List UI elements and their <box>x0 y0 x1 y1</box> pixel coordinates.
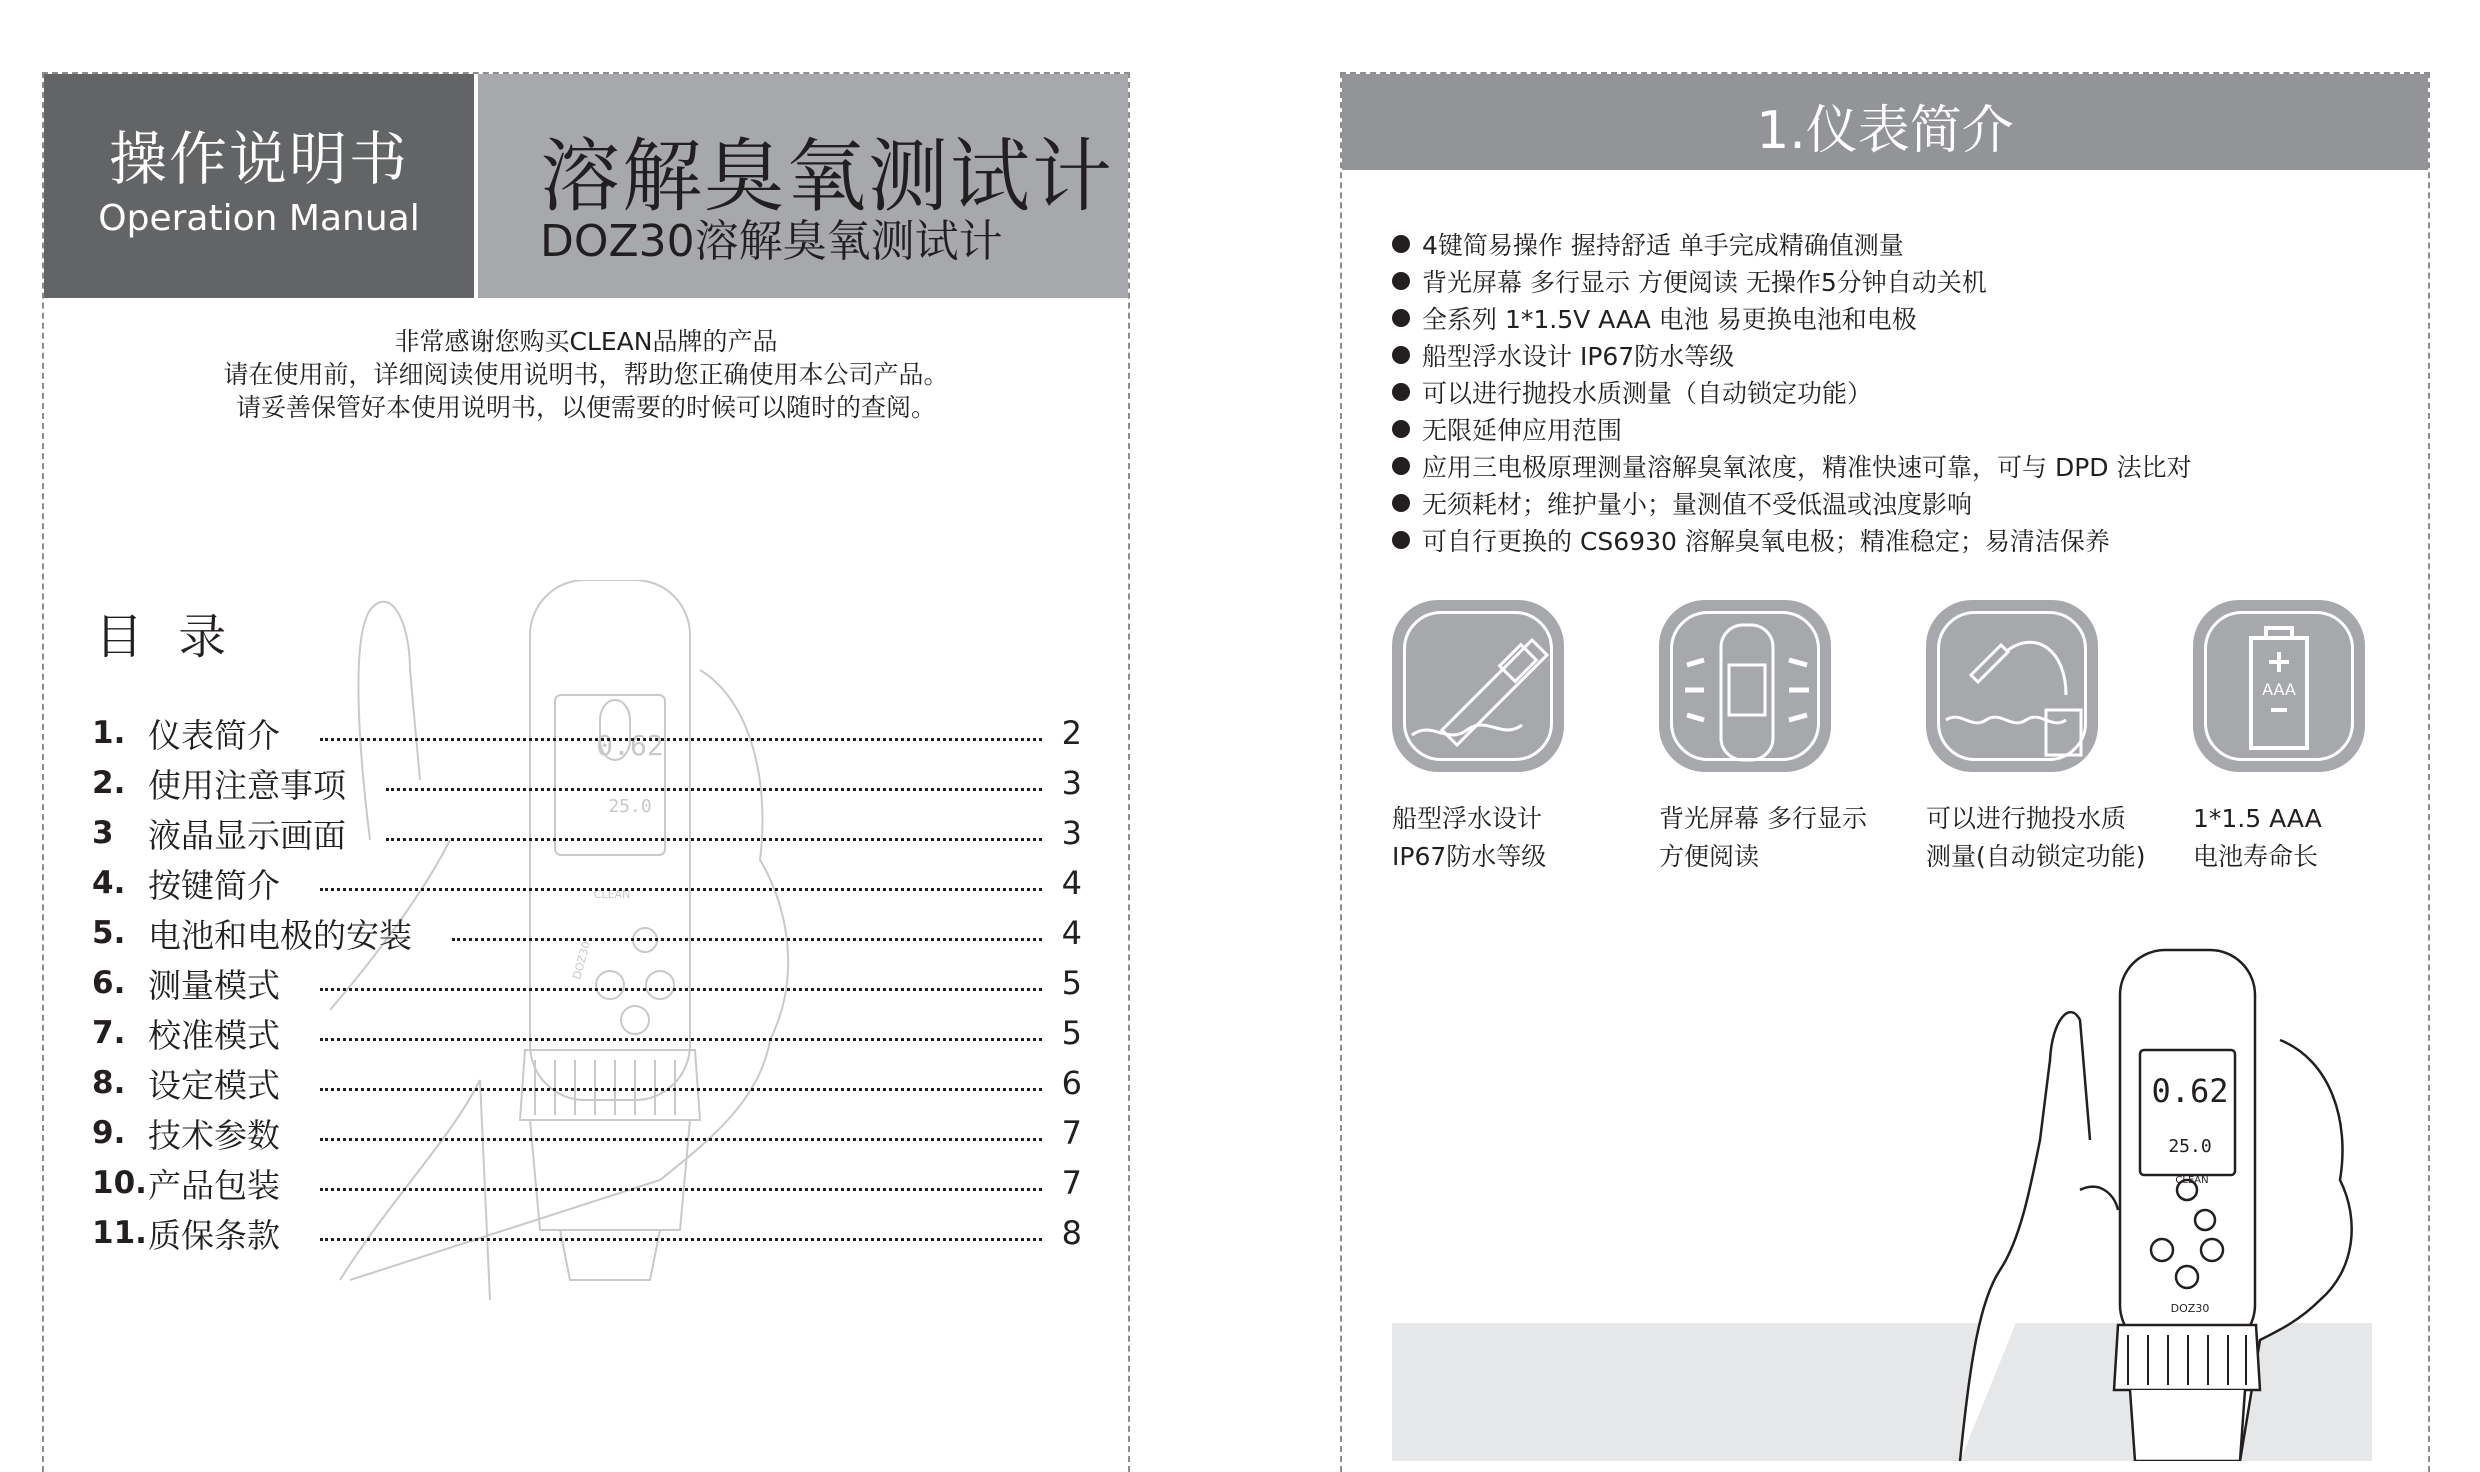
toc-item[interactable] <box>92 1211 1082 1255</box>
toc-label: 技术参数 <box>148 1115 280 1155</box>
toc-number: 9. <box>92 1115 126 1151</box>
bullet-icon <box>1392 272 1410 290</box>
toc-page: 8 <box>1061 1214 1082 1252</box>
toc-number: 1. <box>92 715 126 751</box>
toc-number: 3 <box>92 815 114 851</box>
icon-caption: 1*1.5 AAA 电池寿命长 <box>2193 804 2322 871</box>
toc-number: 8. <box>92 1065 126 1101</box>
device-main-reading: 0.62 <box>2151 1072 2229 1110</box>
device-model: DOZ30 <box>570 940 593 981</box>
device-temp-reading: 25.0 <box>2168 1136 2212 1157</box>
device-brand: CLEAN <box>2175 1175 2209 1186</box>
toc-page: 5 <box>1061 964 1082 1002</box>
feature-text: 可以进行抛投水质测量（自动锁定功能） <box>1422 378 1873 408</box>
toc-label: 电池和电极的安装 <box>148 915 412 955</box>
thanks-line-2: 请在使用前，详细阅读使用说明书，帮助您正确使用本公司产品。 <box>223 360 949 389</box>
toc-leader <box>320 888 1042 891</box>
toc-page: 2 <box>1061 714 1082 752</box>
toc-leader <box>320 738 1042 741</box>
toc-number: 2. <box>92 765 126 801</box>
section-title: 1.仪表简介 <box>1756 101 2014 161</box>
toc-label: 测量模式 <box>148 965 280 1005</box>
manual-title-en: Operation Manual <box>98 198 420 239</box>
icon-caption: 背光屏幕 多行显示 方便阅读 <box>1659 804 1867 871</box>
toc-label: 产品包装 <box>148 1165 280 1205</box>
toc-page: 7 <box>1061 1164 1082 1202</box>
toc-item[interactable] <box>92 861 1082 905</box>
bullet-icon <box>1392 383 1410 401</box>
feature-item <box>1392 299 1917 336</box>
toc-leader <box>452 938 1042 941</box>
backlit-screen-icon <box>1659 600 1831 772</box>
toc-page: 6 <box>1061 1064 1082 1102</box>
bullet-icon <box>1392 346 1410 364</box>
toc-page: 5 <box>1061 1014 1082 1052</box>
toc-number: 10. <box>92 1165 147 1201</box>
toc-page: 3 <box>1061 814 1082 852</box>
toc-leader <box>320 1188 1042 1191</box>
manual-title-cn: 操作说明书 <box>108 125 409 193</box>
feature-text: 背光屏幕 多行显示 方便阅读 无操作5分钟自动关机 <box>1422 267 1987 297</box>
feature-item <box>1392 484 1972 521</box>
toc-leader <box>386 788 1042 791</box>
toc-number: 5. <box>92 915 126 951</box>
icon-caption: 船型浮水设计 IP67防水等级 <box>1392 804 1547 871</box>
toc-item[interactable] <box>92 811 1082 855</box>
battery-aaa-icon <box>2193 600 2365 772</box>
feature-text: 无限延伸应用范围 <box>1422 415 1623 445</box>
toc-item[interactable] <box>92 761 1082 805</box>
toc-title: 目 录 <box>95 609 237 665</box>
bullet-icon <box>1392 457 1410 475</box>
toc-item[interactable] <box>92 1061 1082 1105</box>
product-title: 溶解臭氧测试计 <box>540 130 1114 223</box>
toc-leader <box>320 1088 1042 1091</box>
bullet-icon <box>1392 420 1410 438</box>
product-subtitle: DOZ30溶解臭氧测试计 <box>540 216 1003 267</box>
thanks-line-3: 请妥善保管好本使用说明书，以便需要的时候可以随时的查阅。 <box>235 393 936 422</box>
device-temp-reading: 25.0 <box>608 796 652 817</box>
feature-text: 船型浮水设计 IP67防水等级 <box>1422 341 1735 371</box>
bullet-icon <box>1392 494 1410 512</box>
toc-item[interactable] <box>92 1011 1082 1055</box>
toc-leader <box>320 1238 1042 1241</box>
icon-caption: 可以进行抛投水质 测量(自动锁定功能) <box>1926 804 2146 871</box>
feature-text: 全系列 1*1.5V AAA 电池 易更换电池和电极 <box>1422 304 1917 334</box>
feature-text: 无须耗材；维护量小；量测值不受低温或浊度影响 <box>1422 489 1973 519</box>
toc-page: 4 <box>1061 864 1082 902</box>
bullet-icon <box>1392 235 1410 253</box>
feature-text: 可自行更换的 CS6930 溶解臭氧电极；精准稳定；易清洁保养 <box>1422 526 2110 556</box>
device-main-reading: 0.62 <box>596 729 664 762</box>
toc-page: 4 <box>1061 914 1082 952</box>
bullet-icon <box>1392 531 1410 549</box>
feature-item <box>1392 447 2191 484</box>
toc-label: 液晶显示画面 <box>148 815 346 855</box>
toc-page: 7 <box>1061 1114 1082 1152</box>
toc-item[interactable] <box>92 711 1082 755</box>
toc-label: 使用注意事项 <box>148 765 346 805</box>
feature-item <box>1392 262 1987 299</box>
thanks-line-1: 非常感谢您购买CLEAN品牌的产品 <box>394 327 778 356</box>
throw-measure-icon <box>1926 600 2098 772</box>
toc-label: 质保条款 <box>148 1215 280 1255</box>
feature-item <box>1392 373 1872 410</box>
feature-item <box>1392 521 2110 558</box>
toc-number: 6. <box>92 965 126 1001</box>
bullet-icon <box>1392 309 1410 327</box>
toc-label: 按键简介 <box>148 865 280 905</box>
toc-label: 仪表简介 <box>148 715 280 755</box>
feature-item <box>1392 225 1904 262</box>
toc-item[interactable] <box>92 1161 1082 1205</box>
device-model: DOZ30 <box>2170 1302 2210 1315</box>
toc-leader <box>320 988 1042 991</box>
battery-label: AAA <box>2262 680 2296 699</box>
toc-label: 设定模式 <box>148 1065 280 1105</box>
feature-item <box>1392 336 1734 373</box>
floating-pen-icon <box>1392 600 1564 772</box>
toc-page: 3 <box>1061 764 1082 802</box>
feature-text: 4键简易操作 握持舒适 单手完成精确值测量 <box>1422 230 1904 260</box>
toc-item[interactable] <box>92 1111 1082 1155</box>
toc-item[interactable] <box>92 961 1082 1005</box>
toc-number: 4. <box>92 865 126 901</box>
toc-leader <box>386 838 1042 841</box>
feature-text: 应用三电极原理测量溶解臭氧浓度，精准快速可靠，可与 DPD 法比对 <box>1422 452 2192 482</box>
toc-leader <box>320 1038 1042 1041</box>
device-brand: CLEAN <box>593 888 631 901</box>
toc-item[interactable] <box>92 911 1082 955</box>
toc-label: 校准模式 <box>148 1015 280 1055</box>
toc-number: 7. <box>92 1015 126 1051</box>
feature-item <box>1392 410 1622 447</box>
toc-number: 11. <box>92 1215 147 1251</box>
device-in-hand-illustration <box>1900 940 2370 1461</box>
toc-leader <box>320 1138 1042 1141</box>
